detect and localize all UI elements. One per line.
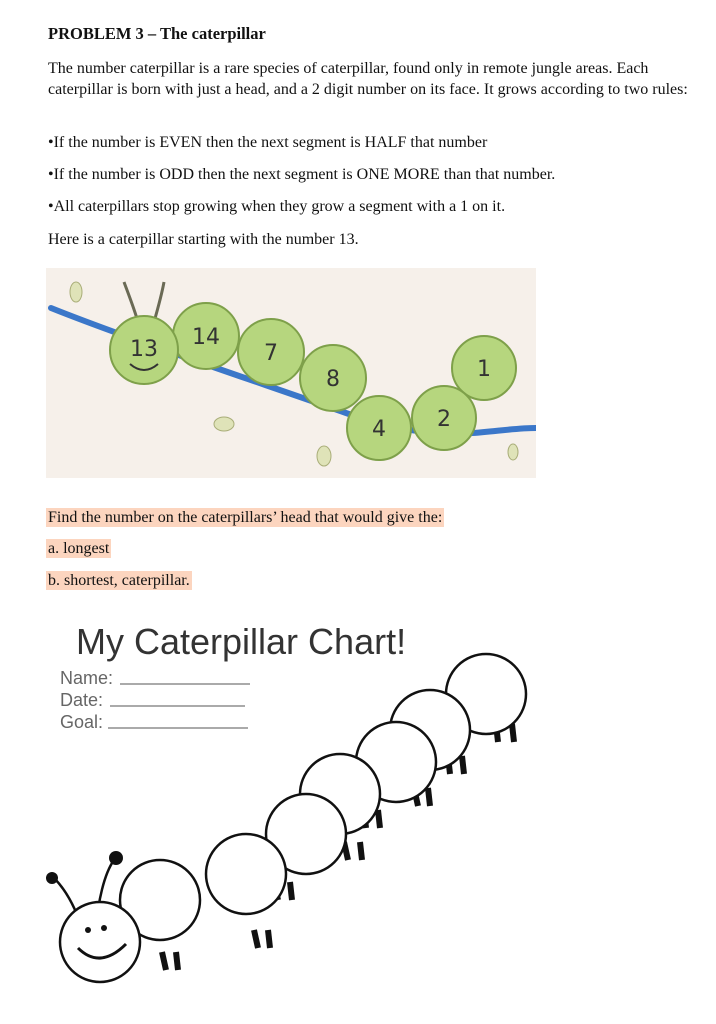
date-label: Date: [60,690,104,710]
leaf-icon [214,417,234,431]
svg-text:13: 13 [130,337,158,362]
problem-title: PROBLEM 3 – The caterpillar [48,24,266,43]
chart-segment[interactable] [206,834,286,914]
svg-text:14: 14 [192,325,220,350]
leaf-icon [508,444,518,460]
segment-7 [238,319,304,385]
eye-icon [85,927,91,933]
number-caterpillar-illustration [46,268,536,478]
goal-label: Goal: [60,712,104,732]
antenna-tip [46,872,58,884]
leaf-icon [317,446,331,466]
caterpillar-chart [0,612,716,1024]
segment-4 [347,396,411,460]
rule-stop: •All caterpillars stop growing when they grow a segment with a 1 on it. [48,198,506,215]
chart-title: My Caterpillar Chart! [76,621,407,662]
svg-text:4: 4 [372,417,386,442]
eye-icon [101,925,107,931]
example-text: Here is a caterpillar starting with the number 13. [48,231,359,248]
svg-text:8: 8 [326,367,340,392]
svg-text:7: 7 [264,341,278,366]
question-part-b: b. shortest, caterpillar. [48,572,190,589]
caterpillar-head [110,316,178,384]
svg-text:2: 2 [437,407,451,432]
segment-8 [300,345,366,411]
svg-text:1: 1 [477,357,491,382]
name-label: Name: [60,668,114,688]
antenna-tip [109,851,123,865]
segment-2 [412,386,476,450]
chart-caterpillar-head [60,902,140,982]
problem-intro: The number caterpillar is a rare species of caterpillar, found only in remote jungle areas. Each caterpillar is born with just a head, and a 2 digit number on its face. It grows according to two rules: [48,60,688,98]
question-part-a: a. longest [48,540,110,557]
segment-14 [173,303,239,369]
rule-even: •If the number is EVEN then the next segment is HALF that number [48,134,488,151]
question-text: Find the number on the caterpillars’ head that would give the: [48,509,443,526]
leaf-icon [70,282,82,302]
rule-odd: •If the number is ODD then the next segment is ONE MORE than that number. [48,166,556,183]
